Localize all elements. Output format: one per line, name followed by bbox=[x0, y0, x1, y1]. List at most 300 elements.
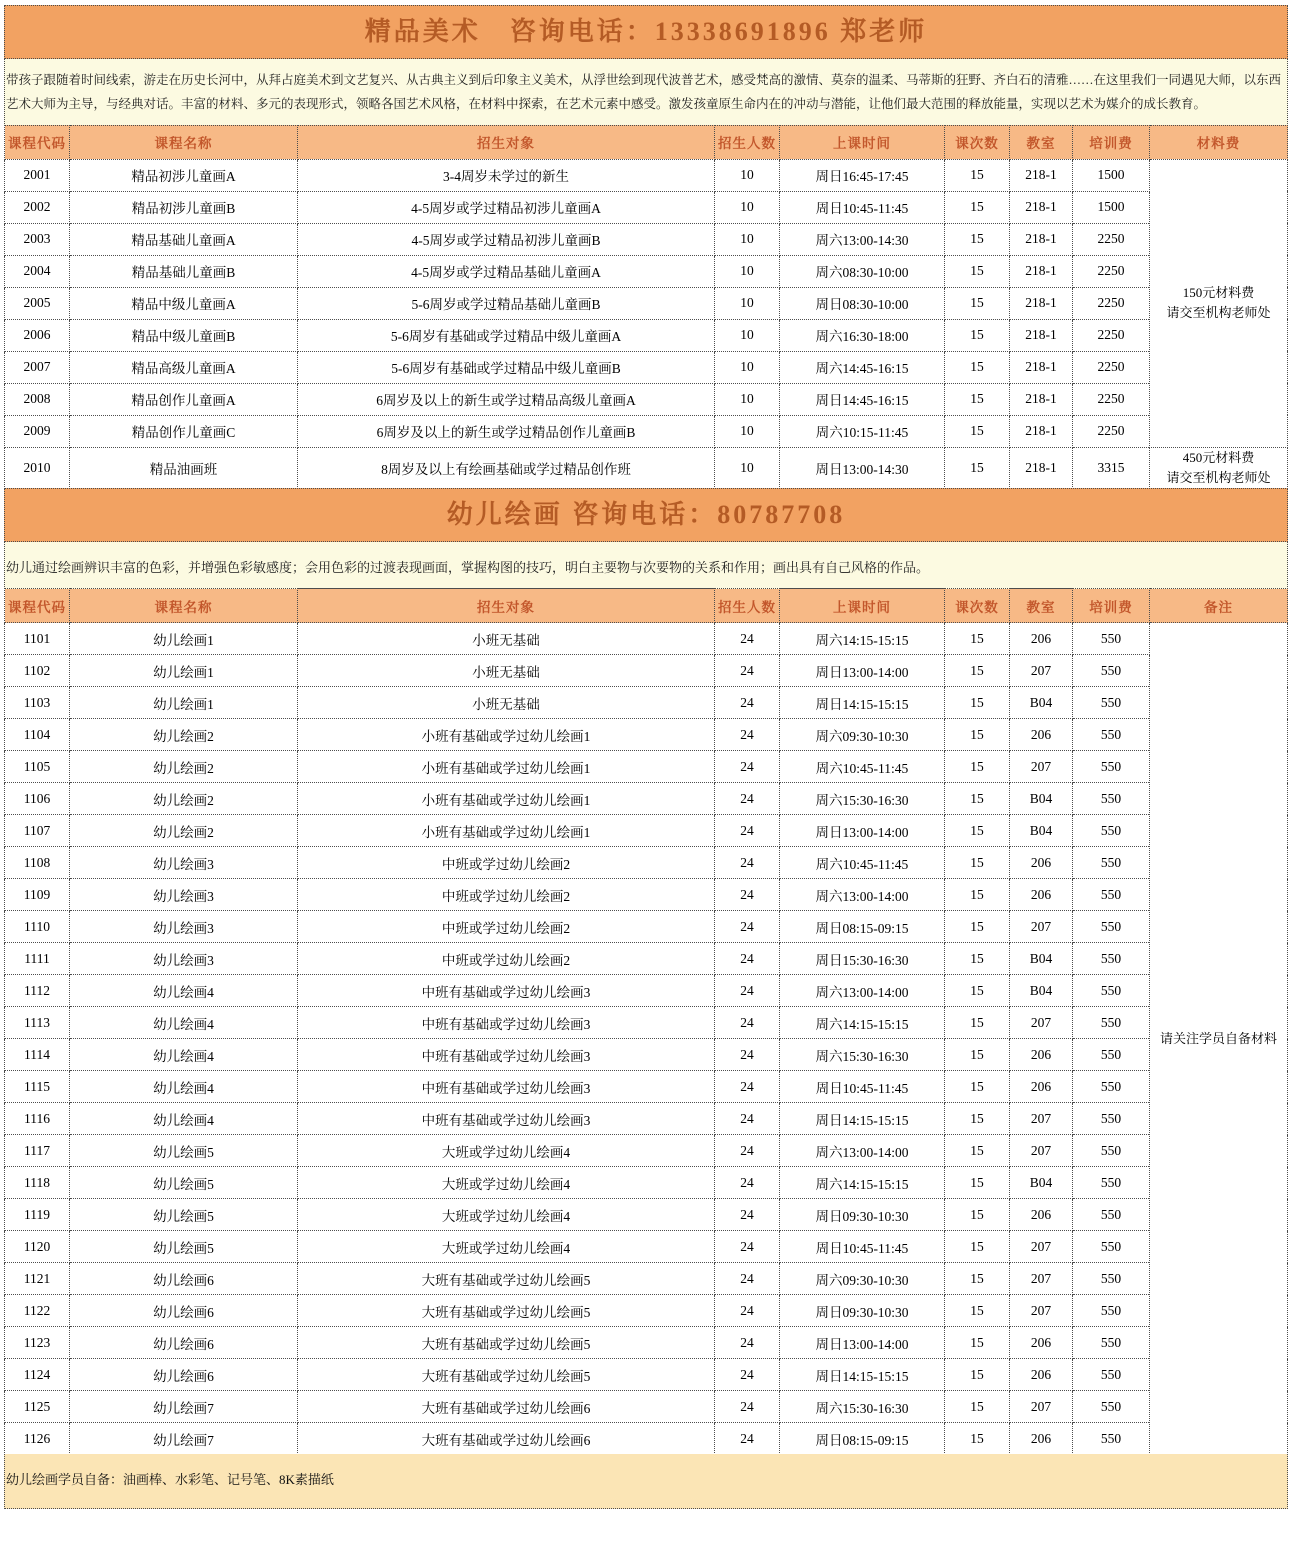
table-cell: 精品创作儿童画A bbox=[70, 383, 298, 415]
table-cell: 24 bbox=[715, 1391, 780, 1423]
table-cell: 周六10:45-11:45 bbox=[780, 751, 945, 783]
table-cell: 15 bbox=[945, 1295, 1010, 1327]
merged-note-cell: 请关注学员自备材料 bbox=[1150, 623, 1288, 1455]
table-cell: 中班或学过幼儿绘画2 bbox=[298, 879, 715, 911]
table-cell: 幼儿绘画4 bbox=[70, 1071, 298, 1103]
table-cell: 2001 bbox=[5, 159, 70, 191]
table-row bbox=[5, 351, 1288, 383]
table-cell: 6周岁及以上的新生或学过精品创作儿童画B bbox=[298, 415, 715, 447]
table-cell: 4-5周岁或学过精品基础儿童画A bbox=[298, 255, 715, 287]
table-row bbox=[5, 1263, 1288, 1295]
section1-title: 精品美术 咨询电话：13338691896 郑老师 bbox=[364, 17, 928, 46]
table-cell: 中班有基础或学过幼儿绘画3 bbox=[298, 1007, 715, 1039]
table-cell: 550 bbox=[1073, 687, 1150, 719]
table-cell: 周日08:15-09:15 bbox=[780, 911, 945, 943]
table-cell: 550 bbox=[1073, 943, 1150, 975]
table-cell: 大班有基础或学过幼儿绘画5 bbox=[298, 1359, 715, 1391]
table-cell: 1118 bbox=[5, 1167, 70, 1199]
table-cell: 550 bbox=[1073, 975, 1150, 1007]
table-cell: 小班无基础 bbox=[298, 655, 715, 687]
table-cell: 大班或学过幼儿绘画4 bbox=[298, 1199, 715, 1231]
table-row bbox=[5, 383, 1288, 415]
section2-title: 幼儿绘画 咨询电话：80787708 bbox=[446, 500, 846, 530]
table-row bbox=[5, 1199, 1288, 1231]
table-row bbox=[5, 319, 1288, 351]
table-row bbox=[5, 655, 1288, 687]
table-cell: 207 bbox=[1010, 1263, 1073, 1295]
table-cell: 大班或学过幼儿绘画4 bbox=[298, 1135, 715, 1167]
column-header: 课程代码 bbox=[5, 125, 70, 159]
table-cell: 218-1 bbox=[1010, 415, 1073, 447]
table-cell: 周日09:30-10:30 bbox=[780, 1295, 945, 1327]
table-cell: 207 bbox=[1010, 655, 1073, 687]
table-cell: 207 bbox=[1010, 911, 1073, 943]
table-cell: 幼儿绘画2 bbox=[70, 783, 298, 815]
table-cell: 1114 bbox=[5, 1039, 70, 1071]
table-cell: 15 bbox=[945, 1071, 1010, 1103]
table-cell: 24 bbox=[715, 783, 780, 815]
table-cell: 218-1 bbox=[1010, 223, 1073, 255]
table-cell: 周六15:30-16:30 bbox=[780, 1391, 945, 1423]
section1-description: 带孩子跟随着时间线索，游走在历史长河中，从拜占庭美术到文艺复兴、从古典主义到后印象主义美术，从浮世绘到现代波普艺术，感受梵高的激情、莫奈的温柔、马蒂斯的狂野、齐白石的清雅……在这里我们一同遇见大师，以东西艺术大师为主导，与经典对话。丰富的材料、多元的表现形式，领略各国艺术风格，在材料中探索，在艺术元素中感受。激发孩童原生命内在的冲动与潜能，让他们最大范围的释放能量，实现以艺术为媒介的成长教育。 bbox=[4, 59, 1288, 126]
children-drawing-course-table bbox=[4, 588, 1288, 1455]
column-header: 教室 bbox=[1010, 589, 1073, 623]
table-cell: 15 bbox=[945, 447, 1010, 488]
table-cell: 10 bbox=[715, 287, 780, 319]
table-cell: 幼儿绘画6 bbox=[70, 1295, 298, 1327]
table-cell: 5-6周岁有基础或学过精品中级儿童画B bbox=[298, 351, 715, 383]
table-cell: 幼儿绘画2 bbox=[70, 815, 298, 847]
table-cell: 207 bbox=[1010, 1007, 1073, 1039]
table-cell: 小班有基础或学过幼儿绘画1 bbox=[298, 783, 715, 815]
table-row bbox=[5, 1231, 1288, 1263]
table-cell: 2010 bbox=[5, 447, 70, 488]
table-cell: 幼儿绘画4 bbox=[70, 975, 298, 1007]
table-row bbox=[5, 1391, 1288, 1423]
table-cell: 10 bbox=[715, 351, 780, 383]
table-cell: 218-1 bbox=[1010, 447, 1073, 488]
table-cell: 550 bbox=[1073, 1039, 1150, 1071]
merged-note-cell: 450元材料费 请交至机构老师处 bbox=[1150, 447, 1288, 488]
table-cell: 幼儿绘画5 bbox=[70, 1231, 298, 1263]
table-cell: 15 bbox=[945, 623, 1010, 655]
table-cell: 24 bbox=[715, 1295, 780, 1327]
table-cell: 5-6周岁或学过精品基础儿童画B bbox=[298, 287, 715, 319]
table-cell: 15 bbox=[945, 847, 1010, 879]
table-cell: 周六14:15-15:15 bbox=[780, 1167, 945, 1199]
table-cell: 1123 bbox=[5, 1327, 70, 1359]
table-cell: 周六13:00-14:00 bbox=[780, 879, 945, 911]
table-cell: 10 bbox=[715, 159, 780, 191]
table-cell: 精品创作儿童画C bbox=[70, 415, 298, 447]
table-row bbox=[5, 223, 1288, 255]
table-cell: 周六09:30-10:30 bbox=[780, 1263, 945, 1295]
table-cell: 1124 bbox=[5, 1359, 70, 1391]
table-cell: 8周岁及以上有绘画基础或学过精品创作班 bbox=[298, 447, 715, 488]
header-row bbox=[5, 589, 1288, 623]
table-cell: 中班或学过幼儿绘画2 bbox=[298, 911, 715, 943]
table-cell: 周六15:30-16:30 bbox=[780, 783, 945, 815]
table-cell: 大班或学过幼儿绘画4 bbox=[298, 1167, 715, 1199]
column-header: 培训费 bbox=[1073, 125, 1150, 159]
table-cell: 1500 bbox=[1073, 191, 1150, 223]
column-header: 招生对象 bbox=[298, 589, 715, 623]
table-cell: 15 bbox=[945, 975, 1010, 1007]
table-row bbox=[5, 1167, 1288, 1199]
table-cell: 15 bbox=[945, 1039, 1010, 1071]
table-row bbox=[5, 1039, 1288, 1071]
table-cell: 24 bbox=[715, 1263, 780, 1295]
table-cell: 2250 bbox=[1073, 415, 1150, 447]
table-cell: 218-1 bbox=[1010, 159, 1073, 191]
table-cell: 15 bbox=[945, 415, 1010, 447]
table-cell: 周六10:45-11:45 bbox=[780, 847, 945, 879]
table-cell: 10 bbox=[715, 383, 780, 415]
table-cell: 1101 bbox=[5, 623, 70, 655]
premium-art-course-table bbox=[4, 125, 1288, 489]
column-header: 招生人数 bbox=[715, 589, 780, 623]
table-cell: 2005 bbox=[5, 287, 70, 319]
table-cell: 小班有基础或学过幼儿绘画1 bbox=[298, 751, 715, 783]
table-cell: 1107 bbox=[5, 815, 70, 847]
table-cell: 周六14:15-15:15 bbox=[780, 623, 945, 655]
table-cell: 24 bbox=[715, 1103, 780, 1135]
table-cell: 周日08:30-10:00 bbox=[780, 287, 945, 319]
table-cell: 6周岁及以上的新生或学过精品高级儿童画A bbox=[298, 383, 715, 415]
table-row bbox=[5, 1295, 1288, 1327]
table-cell: 周日10:45-11:45 bbox=[780, 191, 945, 223]
table-row bbox=[5, 879, 1288, 911]
table-cell: 15 bbox=[945, 1359, 1010, 1391]
section2-title-band bbox=[4, 488, 1288, 542]
table-row bbox=[5, 783, 1288, 815]
table-cell: 15 bbox=[945, 783, 1010, 815]
table-cell: 1125 bbox=[5, 1391, 70, 1423]
table-cell: 15 bbox=[945, 223, 1010, 255]
table-cell: 218-1 bbox=[1010, 319, 1073, 351]
table-cell: 10 bbox=[715, 191, 780, 223]
table-row bbox=[5, 719, 1288, 751]
table-cell: 1120 bbox=[5, 1231, 70, 1263]
table-cell: 15 bbox=[945, 159, 1010, 191]
table-cell: 2009 bbox=[5, 415, 70, 447]
table-cell: B04 bbox=[1010, 815, 1073, 847]
table-row bbox=[5, 255, 1288, 287]
table-cell: 15 bbox=[945, 1199, 1010, 1231]
table-cell: 周日13:00-14:00 bbox=[780, 1327, 945, 1359]
table-row bbox=[5, 1359, 1288, 1391]
table-cell: 幼儿绘画2 bbox=[70, 751, 298, 783]
table-cell: 周六16:30-18:00 bbox=[780, 319, 945, 351]
table-cell: 2250 bbox=[1073, 223, 1150, 255]
table-cell: 中班或学过幼儿绘画2 bbox=[298, 943, 715, 975]
table-cell: 207 bbox=[1010, 1231, 1073, 1263]
table-cell: 周日10:45-11:45 bbox=[780, 1071, 945, 1103]
table-cell: 精品基础儿童画A bbox=[70, 223, 298, 255]
table-cell: 小班无基础 bbox=[298, 623, 715, 655]
table-cell: 周六14:45-16:15 bbox=[780, 351, 945, 383]
table-cell: 3-4周岁未学过的新生 bbox=[298, 159, 715, 191]
table-cell: 207 bbox=[1010, 1295, 1073, 1327]
table-cell: 幼儿绘画3 bbox=[70, 911, 298, 943]
table-cell: 24 bbox=[715, 1135, 780, 1167]
table-cell: 周日13:00-14:00 bbox=[780, 655, 945, 687]
table-cell: 周六15:30-16:30 bbox=[780, 1039, 945, 1071]
table-cell: 精品初涉儿童画B bbox=[70, 191, 298, 223]
table-cell: B04 bbox=[1010, 783, 1073, 815]
table-cell: 幼儿绘画1 bbox=[70, 623, 298, 655]
table-cell: 2008 bbox=[5, 383, 70, 415]
table-cell: 大班有基础或学过幼儿绘画6 bbox=[298, 1423, 715, 1455]
table-cell: 550 bbox=[1073, 783, 1150, 815]
table-cell: 206 bbox=[1010, 719, 1073, 751]
table-cell: 中班有基础或学过幼儿绘画3 bbox=[298, 1071, 715, 1103]
table-cell: B04 bbox=[1010, 975, 1073, 1007]
table-cell: 24 bbox=[715, 751, 780, 783]
table-cell: 24 bbox=[715, 1039, 780, 1071]
table-cell: 15 bbox=[945, 1423, 1010, 1455]
table-row bbox=[5, 1007, 1288, 1039]
table-cell: 周日09:30-10:30 bbox=[780, 1199, 945, 1231]
table-cell: 206 bbox=[1010, 1071, 1073, 1103]
table-cell: 15 bbox=[945, 287, 1010, 319]
table-cell: 大班有基础或学过幼儿绘画6 bbox=[298, 1391, 715, 1423]
table-cell: 206 bbox=[1010, 1423, 1073, 1455]
table-cell: 15 bbox=[945, 1263, 1010, 1295]
table-row bbox=[5, 1423, 1288, 1455]
table-cell: 大班或学过幼儿绘画4 bbox=[298, 1231, 715, 1263]
table-cell: 550 bbox=[1073, 1199, 1150, 1231]
table-cell: 1121 bbox=[5, 1263, 70, 1295]
column-header: 招生对象 bbox=[298, 125, 715, 159]
table-cell: 2007 bbox=[5, 351, 70, 383]
table-cell: 550 bbox=[1073, 911, 1150, 943]
table-row bbox=[5, 847, 1288, 879]
table-cell: 2004 bbox=[5, 255, 70, 287]
table-cell: 2250 bbox=[1073, 351, 1150, 383]
table-cell: 10 bbox=[715, 447, 780, 488]
table-cell: 206 bbox=[1010, 1039, 1073, 1071]
table-cell: 小班无基础 bbox=[298, 687, 715, 719]
table-row bbox=[5, 687, 1288, 719]
column-header: 课程代码 bbox=[5, 589, 70, 623]
table-cell: 218-1 bbox=[1010, 191, 1073, 223]
table-cell: 10 bbox=[715, 223, 780, 255]
table-row bbox=[5, 287, 1288, 319]
table-cell: 24 bbox=[715, 975, 780, 1007]
column-header: 材料费 bbox=[1150, 125, 1288, 159]
table-cell: 15 bbox=[945, 879, 1010, 911]
table-cell: 精品基础儿童画B bbox=[70, 255, 298, 287]
table-cell: 550 bbox=[1073, 655, 1150, 687]
header-row bbox=[5, 125, 1288, 159]
table-row bbox=[5, 1135, 1288, 1167]
table-cell: 1500 bbox=[1073, 159, 1150, 191]
table-cell: 周日15:30-16:30 bbox=[780, 943, 945, 975]
table-cell: 大班有基础或学过幼儿绘画5 bbox=[298, 1295, 715, 1327]
table-cell: 24 bbox=[715, 1327, 780, 1359]
table-cell: 周日14:45-16:15 bbox=[780, 383, 945, 415]
table-cell: 2006 bbox=[5, 319, 70, 351]
table-cell: 精品中级儿童画A bbox=[70, 287, 298, 319]
table-cell: 精品中级儿童画B bbox=[70, 319, 298, 351]
table-cell: 206 bbox=[1010, 1359, 1073, 1391]
table-cell: 1116 bbox=[5, 1103, 70, 1135]
table-cell: 207 bbox=[1010, 1103, 1073, 1135]
table-cell: 550 bbox=[1073, 1391, 1150, 1423]
table-cell: 幼儿绘画2 bbox=[70, 719, 298, 751]
table-cell: B04 bbox=[1010, 1167, 1073, 1199]
table-cell: 幼儿绘画6 bbox=[70, 1359, 298, 1391]
table-cell: 206 bbox=[1010, 1199, 1073, 1231]
table-cell: 周六10:15-11:45 bbox=[780, 415, 945, 447]
table-cell: 550 bbox=[1073, 1007, 1150, 1039]
table-cell: 幼儿绘画6 bbox=[70, 1327, 298, 1359]
table-row bbox=[5, 1327, 1288, 1359]
table-cell: 幼儿绘画6 bbox=[70, 1263, 298, 1295]
footer-self-prepare-note: 幼儿绘画学员自备：油画棒、水彩笔、记号笔、8K素描纸 bbox=[4, 1454, 1288, 1509]
table-cell: B04 bbox=[1010, 943, 1073, 975]
table-cell: 24 bbox=[715, 1359, 780, 1391]
table-cell: 周日16:45-17:45 bbox=[780, 159, 945, 191]
table-cell: 206 bbox=[1010, 847, 1073, 879]
table-cell: 550 bbox=[1073, 879, 1150, 911]
table-cell: 218-1 bbox=[1010, 255, 1073, 287]
table-cell: 周日14:15-15:15 bbox=[780, 1103, 945, 1135]
table-row bbox=[5, 623, 1288, 655]
table-cell: 1117 bbox=[5, 1135, 70, 1167]
table-cell: 1111 bbox=[5, 943, 70, 975]
table-cell: 24 bbox=[715, 1199, 780, 1231]
table-cell: 1108 bbox=[5, 847, 70, 879]
table-cell: 10 bbox=[715, 255, 780, 287]
table-row bbox=[5, 415, 1288, 447]
table-cell: 550 bbox=[1073, 1263, 1150, 1295]
table-cell: 1112 bbox=[5, 975, 70, 1007]
table-cell: 4-5周岁或学过精品初涉儿童画B bbox=[298, 223, 715, 255]
column-header: 上课时间 bbox=[780, 125, 945, 159]
column-header: 教室 bbox=[1010, 125, 1073, 159]
table-cell: 周日13:00-14:30 bbox=[780, 447, 945, 488]
table-cell: 幼儿绘画4 bbox=[70, 1039, 298, 1071]
table-cell: 218-1 bbox=[1010, 287, 1073, 319]
table-cell: 15 bbox=[945, 943, 1010, 975]
table-cell: 小班有基础或学过幼儿绘画1 bbox=[298, 815, 715, 847]
table-row bbox=[5, 1071, 1288, 1103]
table-cell: 周日08:15-09:15 bbox=[780, 1423, 945, 1455]
section1-title-band bbox=[4, 5, 1288, 59]
table-cell: 24 bbox=[715, 943, 780, 975]
table-cell: 10 bbox=[715, 319, 780, 351]
table-cell: 15 bbox=[945, 191, 1010, 223]
table-cell: 10 bbox=[715, 415, 780, 447]
table-cell: 24 bbox=[715, 623, 780, 655]
table-cell: 2250 bbox=[1073, 255, 1150, 287]
table-cell: 大班有基础或学过幼儿绘画5 bbox=[298, 1263, 715, 1295]
table-cell: 2250 bbox=[1073, 383, 1150, 415]
table-cell: 24 bbox=[715, 719, 780, 751]
table-cell: 小班有基础或学过幼儿绘画1 bbox=[298, 719, 715, 751]
table-cell: 幼儿绘画3 bbox=[70, 879, 298, 911]
table-cell: 15 bbox=[945, 815, 1010, 847]
table-cell: 24 bbox=[715, 815, 780, 847]
table-row bbox=[5, 943, 1288, 975]
table-cell: 1126 bbox=[5, 1423, 70, 1455]
column-header: 课次数 bbox=[945, 589, 1010, 623]
table-cell: 15 bbox=[945, 1391, 1010, 1423]
column-header: 培训费 bbox=[1073, 589, 1150, 623]
table-cell: 周日13:00-14:00 bbox=[780, 815, 945, 847]
table-cell: 24 bbox=[715, 847, 780, 879]
table-cell: 周六13:00-14:00 bbox=[780, 1135, 945, 1167]
table-cell: 15 bbox=[945, 319, 1010, 351]
table-cell: 中班或学过幼儿绘画2 bbox=[298, 847, 715, 879]
table-cell: 1106 bbox=[5, 783, 70, 815]
table-cell: 207 bbox=[1010, 1391, 1073, 1423]
column-header: 上课时间 bbox=[780, 589, 945, 623]
table-cell: 2250 bbox=[1073, 287, 1150, 319]
table-cell: 2250 bbox=[1073, 319, 1150, 351]
table-cell: 1102 bbox=[5, 655, 70, 687]
table-cell: 3315 bbox=[1073, 447, 1150, 488]
table-row bbox=[5, 1103, 1288, 1135]
table-cell: 24 bbox=[715, 1423, 780, 1455]
section2-description: 幼儿通过绘画辨识丰富的色彩，并增强色彩敏感度；会用色彩的过渡表现画面，掌握构图的技巧，明白主要物与次要物的关系和作用；画出具有自己风格的作品。 bbox=[4, 542, 1288, 589]
table-cell: 幼儿绘画7 bbox=[70, 1391, 298, 1423]
table-cell: 精品初涉儿童画A bbox=[70, 159, 298, 191]
table-cell: 幼儿绘画1 bbox=[70, 687, 298, 719]
table-cell: 精品高级儿童画A bbox=[70, 351, 298, 383]
table-cell: 550 bbox=[1073, 847, 1150, 879]
table-cell: 1109 bbox=[5, 879, 70, 911]
table-cell: 幼儿绘画5 bbox=[70, 1167, 298, 1199]
table-cell: 24 bbox=[715, 879, 780, 911]
table-cell: 24 bbox=[715, 1007, 780, 1039]
table-cell: 1113 bbox=[5, 1007, 70, 1039]
table-cell: 206 bbox=[1010, 879, 1073, 911]
table-row bbox=[5, 815, 1288, 847]
table-cell: 207 bbox=[1010, 751, 1073, 783]
table-cell: 24 bbox=[715, 687, 780, 719]
table-cell: 207 bbox=[1010, 1135, 1073, 1167]
table-cell: 550 bbox=[1073, 1327, 1150, 1359]
table-cell: 15 bbox=[945, 383, 1010, 415]
table-cell: 周六09:30-10:30 bbox=[780, 719, 945, 751]
table-cell: 550 bbox=[1073, 1231, 1150, 1263]
table-cell: 15 bbox=[945, 719, 1010, 751]
table-cell: 1110 bbox=[5, 911, 70, 943]
table-cell: 15 bbox=[945, 255, 1010, 287]
table-cell: 15 bbox=[945, 1103, 1010, 1135]
table-cell: 周日14:15-15:15 bbox=[780, 1359, 945, 1391]
table-cell: 周六08:30-10:00 bbox=[780, 255, 945, 287]
table-cell: 15 bbox=[945, 1007, 1010, 1039]
table-cell: 218-1 bbox=[1010, 383, 1073, 415]
table-cell: 幼儿绘画5 bbox=[70, 1135, 298, 1167]
table-cell: 幼儿绘画5 bbox=[70, 1199, 298, 1231]
column-header: 课程名称 bbox=[70, 589, 298, 623]
table-cell: 15 bbox=[945, 351, 1010, 383]
table-cell: 15 bbox=[945, 751, 1010, 783]
table-cell: 24 bbox=[715, 655, 780, 687]
table-cell: 周六13:00-14:00 bbox=[780, 975, 945, 1007]
table-cell: 5-6周岁有基础或学过精品中级儿童画A bbox=[298, 319, 715, 351]
table-cell: 550 bbox=[1073, 751, 1150, 783]
table-cell: 15 bbox=[945, 911, 1010, 943]
table-cell: 幼儿绘画3 bbox=[70, 943, 298, 975]
table-cell: 218-1 bbox=[1010, 351, 1073, 383]
table-cell: 幼儿绘画3 bbox=[70, 847, 298, 879]
